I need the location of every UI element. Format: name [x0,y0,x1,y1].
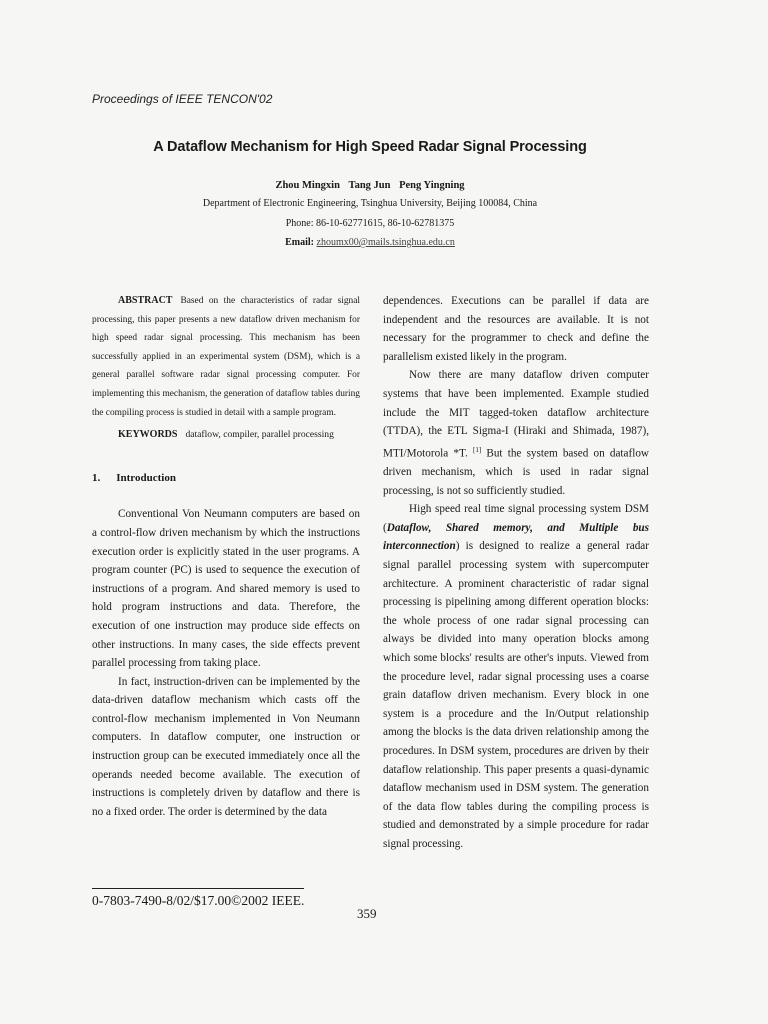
phone-line: Phone: 86-10-62771615, 86-10-62781375 [285,218,455,229]
abstract-label: ABSTRACT [118,295,173,306]
abstract-text: Based on the characteristics of radar signal processing, this paper presents a new dataflow driven mechanism for high speed radar signal processing. This mechanism has been successfully applied in an experimental system (DSM), which is a general parallel software radar signal processing computer. For implementing this mechanism, the generation of dataflow tables during the compiling process is studied in detail with a sample program. [92,296,360,418]
section-number: 1. [92,471,101,484]
section-heading [92,469,360,488]
author-list [0,180,740,191]
right-paragraph-0: dependences. Executions can be parallel if data are independent and the resources are available. It is not necessary for the programmer to check and define the parallelism existed likely in the program. [383,295,649,363]
author-name: Zhou Mingxin [275,180,340,191]
intro-paragraph-1: Conventional Von Neumann computers are based on a control-flow driven mechanism by which the instructions execution order is explicitly stated in the user programs. A program counter (PC) is used to sequence the execution of instructions of a program. And shared memory is used to hold program instructions and data. Therefore, the execution of one instruction may produce side effects on other instructions. In many cases, the side effects prevent parallel processing from taking place. [92,508,360,670]
right-paragraph-1 [383,366,649,500]
left-column [92,292,360,821]
abstract-block [92,292,360,422]
keywords-block [92,426,360,445]
citation-ref[interactable]: [1] [473,445,482,454]
right-column [383,292,649,854]
page-number: 359 [357,906,377,921]
right-paragraph-2 [383,500,649,853]
paragraph-text: High speed real time signal processing system DSM ( [383,503,649,534]
keywords-text: dataflow, compiler, parallel processing [185,429,334,441]
section-title: Introduction [116,471,176,484]
intro-paragraph-2: In fact, instruction-driven can be implemented by the data-driven dataflow mechanism which casts off the control-flow mechanism implemented in Von Neumann computers. In dataflow computer, one instruction or instruction group can be executed immediately once all the operands needed become available. The execution of instructions is completely driven by dataflow and there is no a fixed order. The order is determined by the data [92,675,360,818]
proceedings-header: Proceedings of IEEE TENCON'02 [92,92,273,106]
paper-title: A Dataflow Mechanism for High Speed Radar Signal Processing [153,139,587,155]
paragraph-text: But the system based on dataflow driven mechanism, which is used in radar signal processing, is not so sufficiently studied. [383,447,649,497]
author-name: Peng Yingning [399,180,465,191]
author-name: Tang Jun [348,180,391,191]
email-address[interactable]: zhoumx00@mails.tsinghua.edu.cn [316,237,455,248]
affiliation: Department of Electronic Engineering, Tsinghua University, Beijing 100084, China [202,198,538,209]
email-label: Email: [285,237,315,248]
footnote-rule [92,888,304,889]
dsm-expansion: Dataflow, Shared memory, and Multiple bus interconnection [383,521,649,553]
paragraph-text: ) is designed to realize a general radar signal parallel processing system with supercomputer architecture. A prominent characteristic of radar signal processing is pipelining among different operation blocks: the whole process of one radar signal processing can always be divided into many operation blocks among which some blocks' results are other's inputs. Viewed from the procedure level, radar signal processing uses a coarse grain dataflow driven mechanism. Every block in one system is a procedure and the In/Output relationship among the blocks is the data driven relationship among the procedures. In DSM system, procedures are driven by their dataflow relationship. This paper presents a quasi-dynamic dataflow mechanism used in DSM system. The generation of the data flow tables during the compiling process is studied and demonstrated by a simple procedure for radar signal processing. [383,540,649,850]
copyright-notice: 0-7803-7490-8/02/$17.00©2002 IEEE. [92,893,305,908]
keywords-label: KEYWORDS [118,429,178,441]
email-line [0,237,740,248]
paragraph-text: Now there are many dataflow driven computer systems that have been implemented. Example studied include the MIT tagged-token dataflow architecture (TTDA), the ETL Sigma-I (Hiraki and Shimada, 1987), MTI/Motorola *T. [383,369,649,460]
